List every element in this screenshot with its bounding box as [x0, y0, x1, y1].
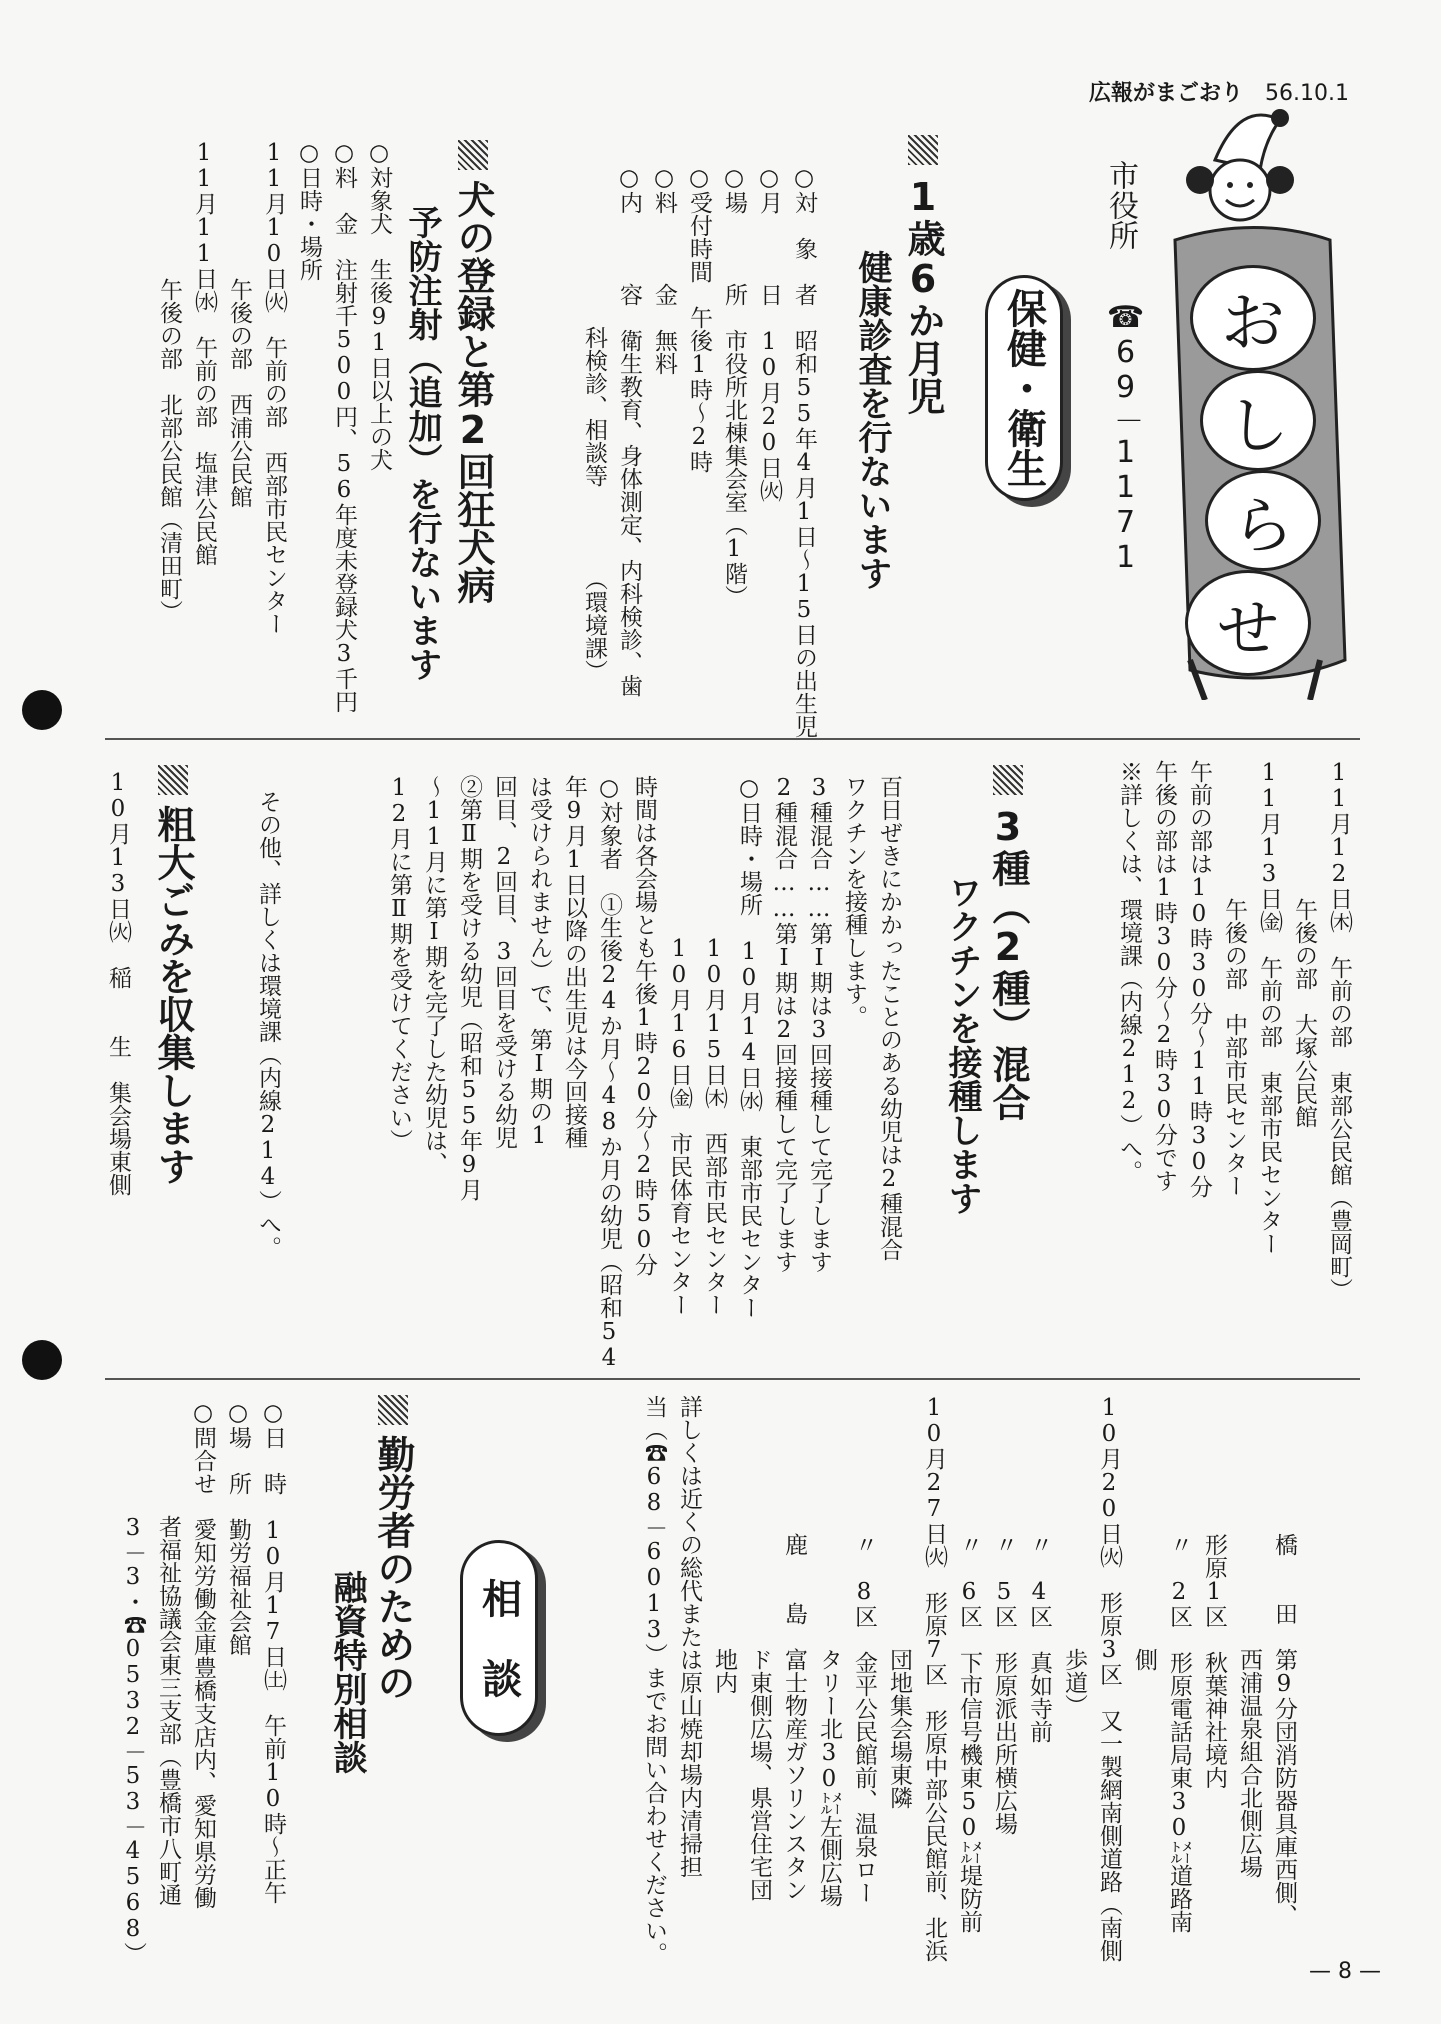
- body-line: 〃 8区 金平公民館前、温泉ロー: [851, 1395, 877, 1904]
- checkup-body: [576, 165, 821, 738]
- body-line: ○場 所 勤労福祉会館: [225, 1400, 251, 1656]
- vaccine-body: [381, 775, 906, 1371]
- section-marker-icon: [908, 135, 938, 165]
- body-line: ～11月に第Ⅰ期を完了した幼児は、: [421, 775, 447, 1175]
- vaccine-subtitle: ワクチンを接種します: [942, 875, 982, 1215]
- body-line: 午後の部 大塚公民館: [1291, 760, 1317, 1128]
- body-line: 〃 2区 形原電話局東30㍍道路南: [1166, 1395, 1192, 1933]
- issue-date: 56.10.1: [1265, 81, 1349, 106]
- divider-rule: [105, 1378, 1360, 1380]
- body-line: 側: [1131, 1395, 1157, 1671]
- body-line: 11月13日㈮ 午前の部 東部市民センター: [1256, 760, 1282, 1255]
- body-line: 10月20日㈫ 形原3区 又一製網南側道路（南側: [1096, 1395, 1122, 1962]
- rabies-body: [151, 140, 396, 713]
- loan-body: [115, 1400, 290, 1965]
- body-line: 形原1区 秋葉神社境内: [1201, 1395, 1227, 1789]
- body-line: 団地集会場東隣: [886, 1395, 912, 1809]
- rabies-continued-body: [1111, 760, 1356, 1301]
- body-line: 2種混合……第Ⅰ期は2回接種して完了します: [771, 775, 797, 1273]
- body-line: ○対象者 ①生後24か月～48か月の幼児（昭和54: [596, 775, 622, 1371]
- body-line: ※詳しくは、環境課（内線212）へ。: [1116, 760, 1142, 1183]
- binder-hole-icon: [22, 1340, 62, 1380]
- body-line: 午後の部は1時30分～2時30分です: [1151, 760, 1177, 1192]
- body-line: 百日ぜきにかかったことのある幼児は2種混合: [876, 775, 902, 1261]
- body-line: 鹿 島 富士物産ガソリンスタン: [781, 1395, 807, 1901]
- masthead-mascot: [1160, 100, 1350, 700]
- body-line: ○月 日 10月20日㈫: [756, 165, 782, 502]
- body-line: 3種混合……第Ⅰ期は3回接種して完了します: [806, 775, 832, 1273]
- body-line: 詳しくは近くの総代または原山焼却場内清掃担: [676, 1395, 702, 1878]
- loan-title: 勤労者のための: [370, 1395, 416, 1701]
- body-line: 者福祉協議会東三支部（豊橋市八町通: [155, 1400, 181, 1906]
- title-char-bubble: し: [1200, 370, 1316, 471]
- body-line: 10月15日㈭ 西部市民センター: [701, 775, 727, 1316]
- body-line: 11月12日㈭ 午前の部 東部公民館（豊岡町）: [1326, 760, 1352, 1301]
- vaccine-title: 3種（2種）混合: [985, 765, 1031, 1121]
- city-office-phone: ☎69－1171: [1108, 300, 1143, 575]
- loan-subtitle: 融資特別相談: [327, 1570, 367, 1774]
- body-line: ○対 象 者 昭和55年4月1日～15日の出生児: [791, 165, 817, 738]
- body-line: 午後の部 北部公民館（清田町）: [156, 140, 182, 623]
- body-line: 科検診、相談等 （環境課）: [581, 165, 607, 683]
- body-line: ○場 所 市役所北棟集会室（1階）: [721, 165, 747, 608]
- checkup-subtitle: 健康診査を行ないます: [852, 250, 892, 590]
- body-line: 12月に第Ⅱ期を受けてください）: [386, 775, 412, 1152]
- body-line: は受けられません）で、第Ⅰ期の1: [526, 775, 552, 1149]
- body-line: ○対象犬 生後91日以上の犬: [366, 140, 392, 471]
- vaccine-footnote: その他、詳しくは環境課（内線214）へ。: [255, 790, 281, 1259]
- body-line: タリー北30㍍左側広場: [816, 1395, 842, 1907]
- body-line: 西浦温泉組合北側広場: [1236, 1395, 1262, 1878]
- title-char-bubble: せ: [1185, 570, 1311, 676]
- body-line: ○問合せ 愛知労働金庫豊橋支店内、愛知県労働: [190, 1400, 216, 1909]
- body-line: 回目、2回目、3回目を受ける幼児: [491, 775, 517, 1149]
- body-line: ○日時・場所: [296, 140, 322, 281]
- garbage-title: 粗大ごみを収集します: [150, 765, 196, 1185]
- publication-name: 広報がまごおり: [1089, 81, 1244, 106]
- title-char-bubble: ら: [1205, 470, 1321, 571]
- body-line: ○日 時 10月17日㈯ 午前10時～正午: [260, 1400, 286, 1904]
- body-line: 当（☎68－6013）までお問い合わせください。: [641, 1395, 667, 1965]
- body-line: 10月16日㈮ 市民体育センター: [666, 775, 692, 1316]
- body-line: 3－3・☎0532－53－4568）: [120, 1400, 146, 1965]
- body-line: ワクチンを接種します。: [841, 775, 867, 1028]
- section-marker-icon: [458, 140, 488, 170]
- body-line: ○内 容 衛生教育、身体測定、内科検診、歯: [616, 165, 642, 697]
- section-marker-icon: [378, 1395, 408, 1425]
- checkup-title: 1歳6か月児: [900, 135, 946, 415]
- category-tab-consult: 相 談: [460, 1540, 538, 1736]
- body-line: 11月10日㈫ 午前の部 西部市民センター: [261, 140, 287, 635]
- body-line: 年9月1日以降の出生児は今回接種: [561, 775, 587, 1149]
- body-line: 〃 4区 真如寺前: [1026, 1395, 1052, 1743]
- title-char-bubble: お: [1190, 265, 1316, 371]
- body-line: 11月11日㈬ 午前の部 塩津公民館: [191, 140, 217, 566]
- category-tab-health: 保健・衛生: [985, 275, 1063, 501]
- divider-rule: [105, 738, 1360, 740]
- section-marker-icon: [993, 765, 1023, 795]
- body-line: 午後の部 中部市民センター: [1221, 760, 1247, 1197]
- body-line: 〃 5区 形原派出所横広場: [991, 1395, 1017, 1835]
- body-line: 地内: [711, 1395, 737, 1694]
- body-line: 〃 6区 下市信号機東50㍍堤防前: [956, 1395, 982, 1933]
- body-line: ○日時・場所 10月14日㈬ 東部市民センター: [736, 775, 762, 1319]
- garbage-body: [636, 1395, 1301, 1965]
- page-number: — 8 —: [1309, 1959, 1381, 1984]
- body-line: 午後の部 西浦公民館: [226, 140, 252, 508]
- body-line: ②第Ⅱ期を受ける幼児（昭和55年9月: [456, 775, 482, 1201]
- body-line: 10月27日㈫ 形原7区 形原中部公民館前、北浜: [921, 1395, 947, 1962]
- body-line: 午前の部は10時30分～11時30分: [1186, 760, 1212, 1198]
- body-line: ○受付時間 午後1時～2時: [686, 165, 712, 473]
- rabies-subtitle: 予防注射（追加）を行ないます: [402, 205, 442, 681]
- body-line: 歩道）: [1061, 1395, 1087, 1717]
- body-line: ○料 金 注射千500円、56年度未登録犬3千円: [331, 140, 357, 713]
- garbage-first-line: 10月13日㈫ 稲 生 集会場東側: [105, 770, 131, 1196]
- body-line: ド東側広場、県営住宅団: [746, 1395, 772, 1901]
- body-line: 時間は各会場とも午後1時20分～2時50分: [631, 775, 657, 1276]
- body-line: ○料 金 無料: [651, 165, 677, 375]
- city-office-label: 市役所: [1103, 160, 1138, 250]
- body-line: 橋 田 第9分団消防器具庫西側、: [1271, 1395, 1297, 1927]
- binder-hole-icon: [22, 690, 62, 730]
- section-marker-icon: [158, 765, 188, 795]
- rabies-title: 犬の登録と第2回狂犬病: [450, 140, 496, 604]
